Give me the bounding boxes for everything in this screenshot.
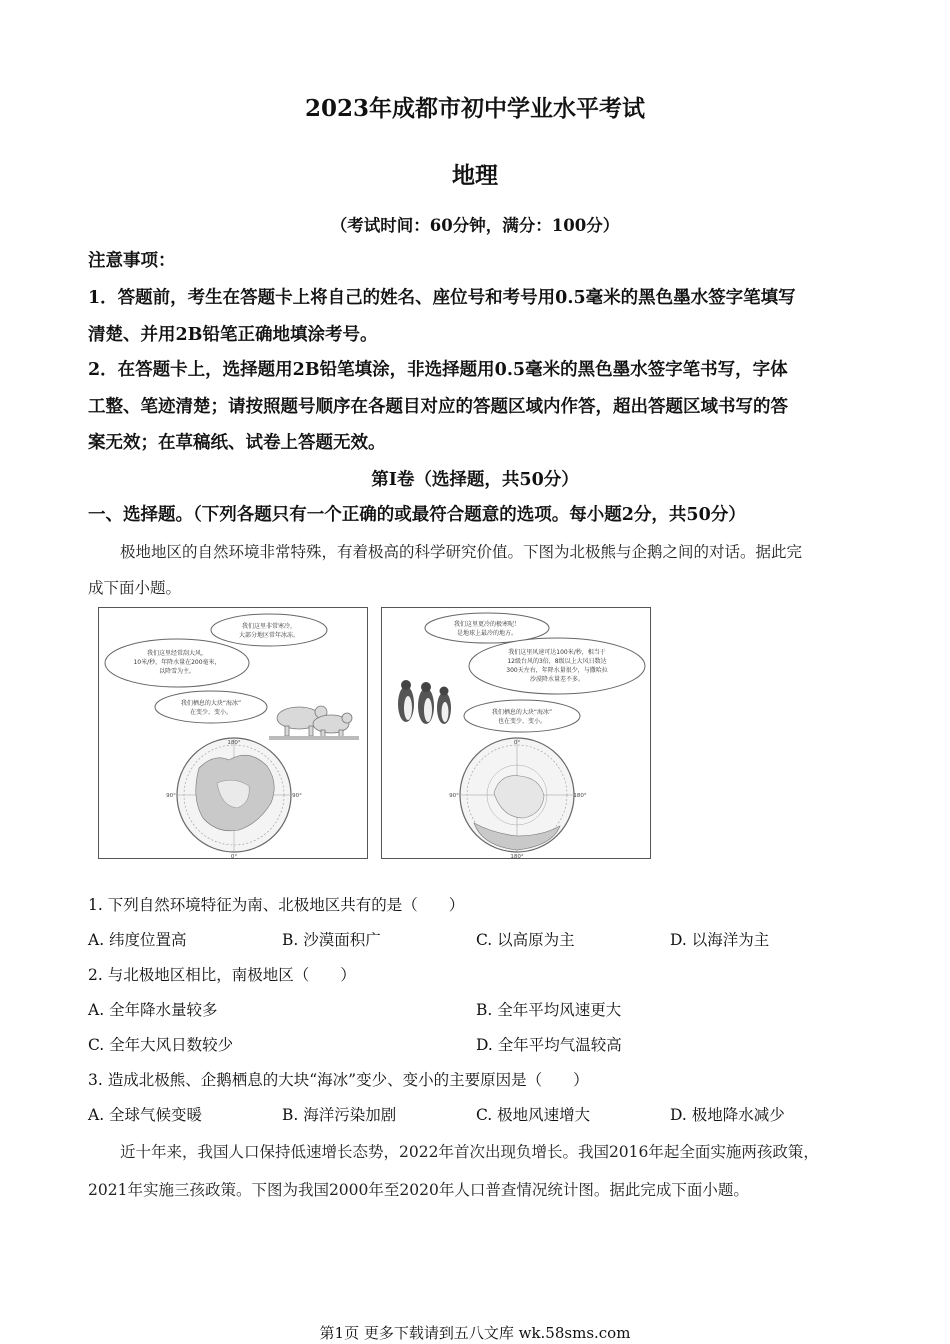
passage2-line1: 近十年来，我国人口保持低速增长态势，2022年首次出现负增长。我国2016年起全面实施两孩政策， — [120, 1143, 819, 1161]
antarctic-bubble-mid-line2: 12级台风的3倍，8级以上大风日数达 — [507, 658, 607, 665]
question-2-option-b[interactable]: B. 全年平均风速更大 — [476, 1001, 622, 1019]
question-3-option-c[interactable]: C. 极地风速增大 — [476, 1106, 591, 1124]
arctic-lon-left: 90° — [166, 793, 176, 799]
antarctic-map — [449, 738, 587, 859]
antarctic-lon-right: 180° — [573, 793, 587, 799]
page-footer: 第1页 更多下载请到五八文库 wk.58sms.com — [319, 1324, 631, 1342]
antarctic-bubble-low-line2: 也在变少、变小。 — [497, 718, 547, 725]
antarctic-bubble-mid-line3: 300天左右，年降水量很少，与撒哈拉 — [506, 667, 608, 674]
penguins-illustration — [398, 680, 451, 724]
question-1-stem: 1. 下列自然环境特征为南、北极地区共有的是（ ） — [88, 896, 465, 914]
arctic-bubble-mid-line1: 我们这里经常刮大风， — [146, 650, 208, 657]
exam-info: （考试时间：60分钟，满分：100分） — [330, 216, 620, 235]
antarctic-bubble-mid-line1: 我们这里风速可达100米/秒，相当于 — [508, 649, 606, 656]
arctic-bubble-mid-line2: 10米/秒，年降水量在200毫米， — [133, 659, 221, 666]
arctic-bubble-top — [211, 614, 327, 646]
arctic-lon-top: 180° — [227, 740, 241, 746]
antarctic-bubble-top-line1: 我们这里更冷的极寒呢！ — [453, 621, 521, 628]
question-1-option-d[interactable]: D. 以海洋为主 — [670, 931, 770, 949]
question-3-option-d[interactable]: D. 极地降水减少 — [670, 1106, 785, 1124]
antarctic-figure — [382, 608, 651, 859]
notice-heading: 注意事项： — [88, 251, 176, 271]
part-title: 一、选择题。（下列各题只有一个正确的或最符合题意的选项。每小题2分，共50分） — [88, 505, 746, 525]
notice-item1-line1: 1．答题前，考生在答题卡上将自己的姓名、座位号和考号用0.5毫米的黑色墨水签字笔填写 — [88, 288, 796, 308]
question-3-option-b[interactable]: B. 海洋污染加剧 — [282, 1106, 397, 1124]
question-3-stem: 3. 造成北极熊、企鹅栖息的大块“海冰”变少、变小的主要原因是（ ） — [88, 1071, 589, 1089]
arctic-bubble-top-line1: 我们这里非常寒冷， — [241, 623, 297, 630]
passage2-line2: 2021年实施三孩政策。下图为我国2000年至2020年人口普查情况统计图。据此完成下面小题。 — [88, 1181, 749, 1199]
subject-title: 地理 — [452, 162, 498, 189]
question-1-option-c[interactable]: C. 以高原为主 — [476, 931, 575, 949]
polar-bears-illustration — [269, 706, 359, 740]
notice-item1-line2: 清楚、并用2B铅笔正确地填涂考号。 — [88, 325, 378, 345]
question-2-option-d[interactable]: D. 全年平均气温较高 — [476, 1036, 622, 1054]
arctic-lon-bottom: 0° — [230, 854, 238, 859]
passage1-line1: 极地地区的自然环境非常特殊，有着极高的科学研究价值。下图为北极熊与企鹅之间的对话。据此完 — [120, 543, 803, 561]
notice-item2-line3: 案无效；在草稿纸、试卷上答题无效。 — [88, 433, 386, 453]
arctic-bubble-low — [155, 691, 267, 723]
question-2-option-c[interactable]: C. 全年大风日数较少 — [88, 1036, 234, 1054]
antarctic-bubble-mid — [469, 638, 645, 694]
antarctic-dialogue-panel — [381, 607, 651, 859]
antarctic-bubble-mid-line4: 沙漠降水量差不多。 — [529, 676, 585, 683]
antarctic-lon-left: 90° — [449, 793, 459, 799]
arctic-lon-right: 90° — [292, 793, 302, 799]
question-1-option-b[interactable]: B. 沙漠面积广 — [282, 931, 381, 949]
arctic-bubble-mid-line3: 以降雪为主。 — [158, 668, 196, 675]
antarctic-lon-bottom: 180° — [510, 854, 524, 859]
antarctic-bubble-low-line1: 我们栖息的大块“海冰” — [491, 709, 553, 716]
antarctic-lon-top: 0° — [513, 740, 521, 746]
question-2-option-a[interactable]: A. 全年降水量较多 — [88, 1001, 218, 1019]
exam-title: 2023年成都市初中学业水平考试 — [304, 95, 645, 122]
passage1-line2: 成下面小题。 — [88, 579, 182, 597]
notice-item2-line1: 2．在答题卡上，选择题用2B铅笔填涂，非选择题用0.5毫米的黑色墨水签字笔书写，字体 — [88, 360, 788, 380]
arctic-dialogue-panel — [98, 607, 368, 859]
arctic-bubble-low-line1: 我们栖息的大块“海冰” — [180, 700, 242, 707]
volume-title: 第Ⅰ卷（选择题，共50分） — [371, 470, 579, 490]
arctic-map — [166, 738, 302, 859]
arctic-figure — [99, 608, 368, 859]
antarctic-bubble-low — [464, 700, 580, 732]
arctic-bubble-low-line2: 在变少、变小。 — [189, 709, 233, 716]
question-1-option-a[interactable]: A. 纬度位置高 — [88, 931, 187, 949]
question-3-option-a[interactable]: A. 全球气候变暖 — [88, 1106, 203, 1124]
notice-item2-line2: 工整、笔迹清楚；请按照题号顺序在各题目对应的答题区域内作答，超出答题区域书写的答 — [88, 397, 788, 417]
question-2-stem: 2. 与北极地区相比，南极地区（ ） — [88, 966, 356, 984]
antarctic-bubble-top — [425, 613, 549, 643]
antarctic-bubble-top-line2: 是地球上最冷的地方。 — [456, 630, 518, 637]
arctic-bubble-top-line2: 大部分地区常年冰冻。 — [238, 632, 300, 639]
